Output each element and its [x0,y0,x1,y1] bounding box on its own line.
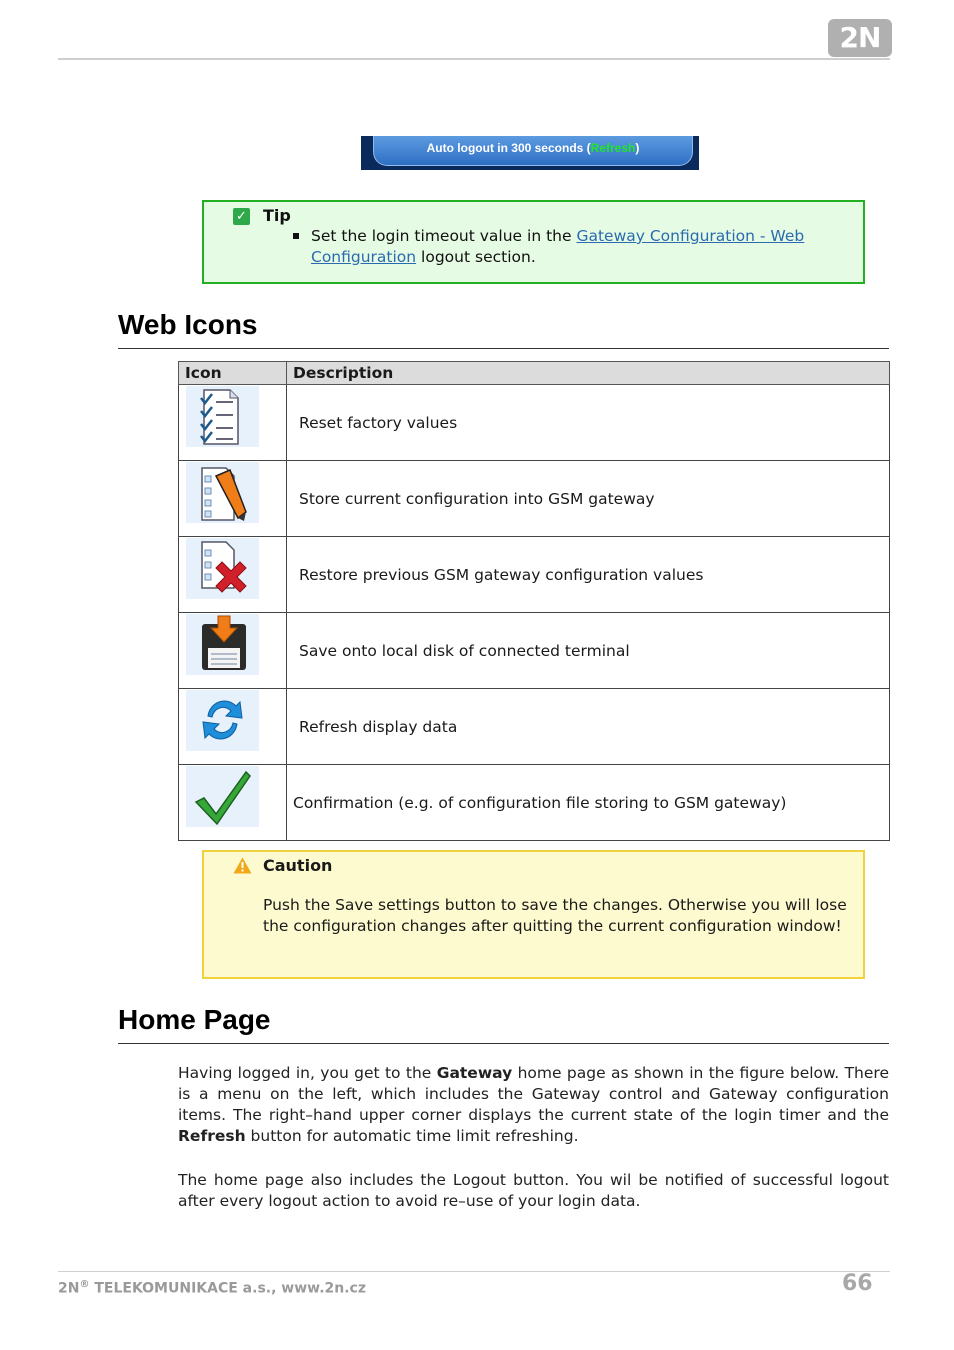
description-cell: Refresh display data [287,689,890,765]
web-icons-heading: Web Icons [118,309,258,340]
table-row [179,613,890,689]
description-cell: Restore previous GSM gateway configuration values [287,537,890,613]
tip-text-before: Set the login timeout value in the [311,227,577,245]
description-cell: Store current configuration into GSM gateway [287,461,890,537]
caution-text: Push the Save settings button to save the changes. Otherwise you will lose the configuration changes after quitting the current configuration window! [263,896,847,935]
footer-divider [58,1271,890,1272]
gateway-web-config-link[interactable]: Gateway Configuration - Web Configuration [311,227,805,266]
floppy-disk-save-icon [186,614,259,675]
description-cell: Confirmation (e.g. of configuration file storing to GSM gateway) [287,765,890,841]
refresh-arrows-icon [186,690,259,751]
footer-brand: 2N [58,1280,80,1297]
header-divider [58,58,890,60]
tip-title: Tip [263,206,291,225]
auto-logout-text: Auto logout in 300 seconds ( [426,141,591,155]
description-cell: Reset factory values [287,385,890,461]
auto-logout-bar [373,136,693,166]
warning-icon [233,857,252,874]
web-icons-heading-rule [118,348,889,349]
p1-refresh-bold: Refresh [178,1127,246,1145]
p1-gateway-bold: Gateway [436,1064,513,1082]
table-header-row [179,362,890,385]
home-page-heading: Home Page [118,1004,271,1035]
p1-text-e: button for automatic time limit refreshing. [245,1127,579,1145]
checklist-icon [186,386,259,447]
icon-column-header: Icon [179,362,287,385]
table-row [179,765,890,841]
caution-box [202,850,865,979]
green-checkmark-icon [186,766,259,827]
auto-logout-close-paren: ) [635,141,640,155]
tip-text [311,226,851,268]
home-page-paragraph-1 [178,1063,889,1147]
tip-box [202,200,865,284]
description-column-header: Description [287,362,890,385]
2n-logo: 2N [828,19,892,57]
web-icons-table [178,361,890,841]
table-row [179,689,890,765]
bullet-icon [293,233,299,239]
table-row [179,461,890,537]
p1-text-c: home page as shown in the figure below. There is a menu on the left, which includes the Gateway control and Gateway configuration items. The right–hand upper corner displays the current state of the login timer and the [178,1064,889,1124]
footer-company [58,1279,366,1297]
footer-company-text: TELEKOMUNIKACE a.s., www.2n.cz [89,1280,366,1297]
table-row [179,385,890,461]
document-pencil-icon [186,462,259,523]
description-cell: Save onto local disk of connected terminal [287,613,890,689]
refresh-link[interactable]: Refresh [590,141,636,155]
p1-text-a: Having logged in, you get to the [178,1064,437,1082]
home-page-heading-rule [118,1043,889,1044]
footer-registered-mark: ® [79,1279,90,1290]
home-page-paragraph-2: The home page also includes the Logout button. You wil be notified of successful logout after every logout action to avoid re–use of your login data. [178,1171,889,1210]
caution-title: Caution [263,856,333,875]
table-row [179,537,890,613]
auto-logout-screenshot [361,136,699,170]
page-number: 66 [842,1271,873,1296]
tip-text-after: logout section. [416,248,536,266]
checkbox-tick-icon: ✓ [233,208,250,225]
document-delete-icon [186,538,259,599]
